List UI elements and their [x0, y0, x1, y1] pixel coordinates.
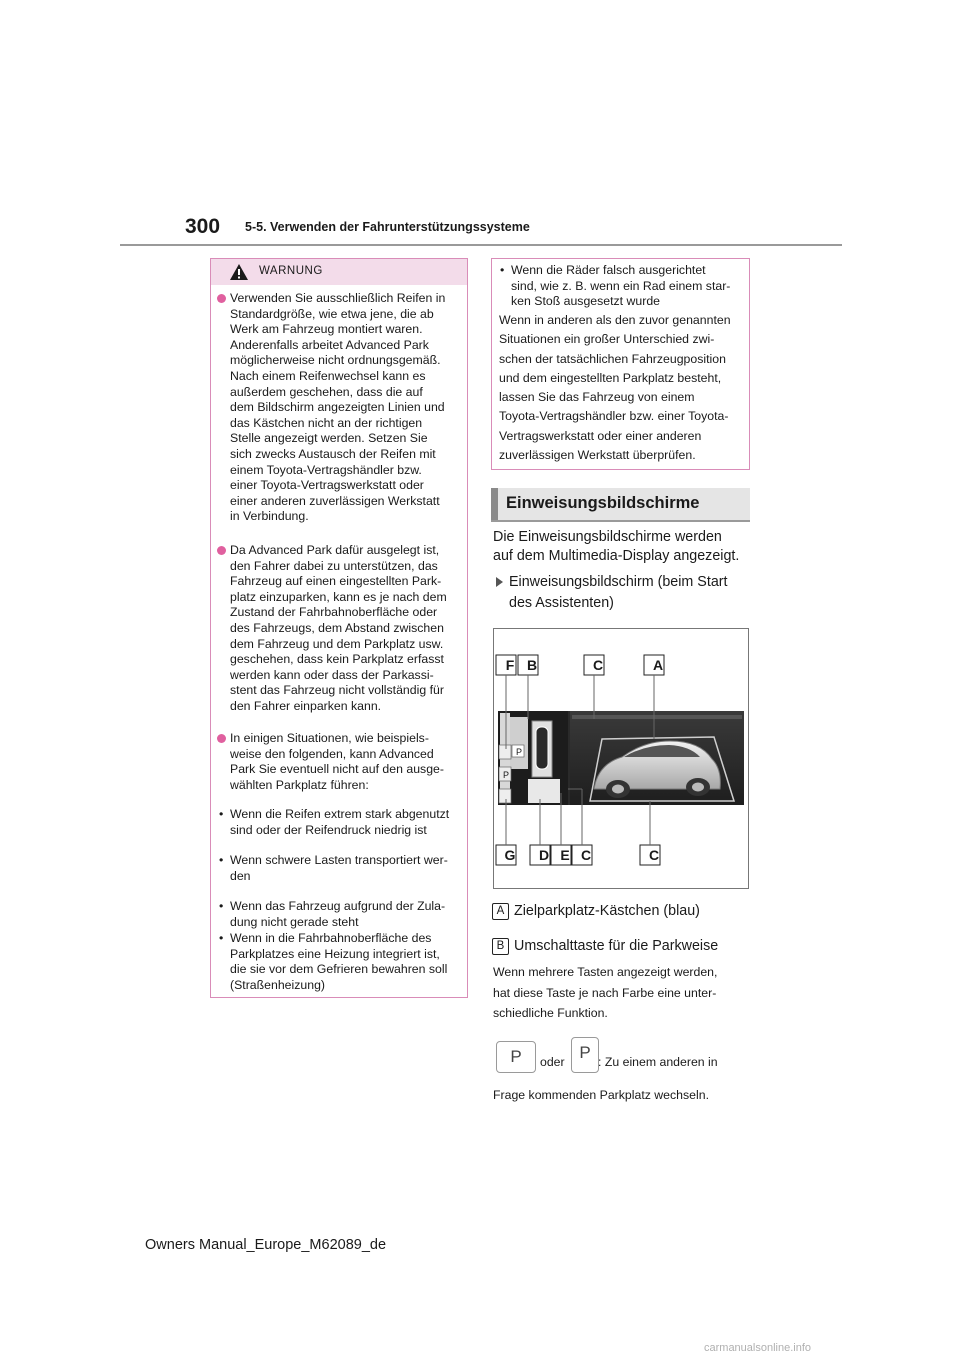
watermark: carmanualsonline.info: [704, 1342, 812, 1354]
section-intro: Die Einweisungsbildschirme werden auf dem Multimedia-Display angezeigt.: [493, 529, 740, 564]
legend-item-a: A Zielparkplatz-Kästchen (blau): [492, 902, 700, 920]
legend-item-b: B Umschalttaste für die Parkweise: [492, 937, 718, 955]
warning-title: WARNUNG: [259, 265, 323, 277]
label-F-text: F: [505, 657, 515, 673]
warning-header: [211, 259, 467, 285]
arrow-right-icon: [496, 577, 503, 587]
parking-p-icon: P: [515, 747, 522, 757]
parking-switch-desc: : Zu einem anderen in: [598, 1055, 718, 1069]
bullet-dot-icon: [217, 734, 226, 743]
label-D-text: D: [538, 847, 550, 863]
parking-p-icon: P: [502, 770, 509, 780]
legend-b-note: Wenn mehrere Tasten angezeigt werden, hat diese Taste je nach Farbe eine unter- schiedliche Funktion.: [493, 965, 718, 1020]
label-E-text: E: [560, 847, 570, 863]
warning-continuation-box: [491, 258, 750, 470]
warning-bullet: Da Advanced Park dafür ausgelegt ist, den Fahrer dabei zu unterstützen, das Fahrzeug auf einen eingestellten Park- platz einzuparken, kann es je nach dem Zustand der Fahrbahnoberfläche oder des Fahrzeugs, dem Abstand zwischen dem Fahrzeug und dem Parkplatz usw. geschehen, dass kein Parkplatz erfasst werden kann oder dass der Parkassi- stent das Fahrzeug nicht vollständig für den Fahrer einparken kann.: [217, 543, 457, 715]
warning-paragraph: Wenn in anderen als den zuvor genannten Situationen ein großer Unterschied zwi- schen der tatsächlichen Fahrzeugposition und dem eingestellten Parkplatz besteht, lassen Sie das Fahrzeug von einem Toyota-Vertragshändler bzw. einer Toyota- Vertragswerkstatt oder einer anderen zuverlässigen Werkstatt überprüfen.: [499, 313, 731, 463]
or-text: oder: [540, 1055, 565, 1069]
warning-subitem: • Wenn die Räder falsch ausgerichtet sind, wie z. B. wenn ein Rad einem star- ken Stoß ausgesetzt wurde: [500, 263, 731, 309]
warning-subitem: • Wenn das Fahrzeug aufgrund der Zula- dung nicht gerade steht: [219, 899, 446, 929]
label-B-text: B: [526, 657, 538, 673]
section-title: 5-5. Verwenden der Fahrunterstützungssysteme: [245, 220, 530, 234]
parking-switch-desc-2: Frage kommenden Parkplatz wechseln.: [493, 1088, 709, 1102]
document-name: Owners Manual_Europe_M62089_de: [145, 1237, 387, 1253]
label-G-text: G: [504, 847, 516, 863]
warning-bullet: In einigen Situationen, wie beispiels- weise den folgenden, kann Advanced Park Sie eventuell nicht auf den ausge- wählten Parkplatz führen:: [217, 731, 457, 793]
parking-p-right-icon: P: [571, 1037, 599, 1073]
warning-triangle-icon: [229, 263, 249, 281]
bullet-dot-icon: [217, 546, 226, 555]
warning-box: [210, 258, 468, 998]
page-number: 300: [185, 215, 221, 238]
bullet-dot-icon: [217, 294, 226, 303]
parking-p-left-icon: P: [496, 1041, 536, 1073]
label-C-text: C: [648, 847, 660, 863]
guidance-screen-figure: [493, 628, 749, 889]
warning-subitem: • Wenn in die Fahrbahnoberfläche des Parkplatzes eine Heizung integriert ist, die sie vor dem Gefrieren bewahren soll (Straßenheizung): [219, 931, 448, 992]
warning-subitem: • Wenn schwere Lasten transportiert wer- den: [219, 853, 448, 883]
arrow-item: Einweisungsbildschirm (beim Start des Assistenten): [493, 572, 753, 614]
label-C-text: C: [592, 657, 604, 673]
warning-subitem: • Wenn die Reifen extrem stark abgenutzt sind oder der Reifendruck niedrig ist: [219, 807, 450, 837]
header-divider: [120, 244, 842, 246]
label-C-text: C: [580, 847, 592, 863]
warning-bullet: Verwenden Sie ausschließlich Reifen in Standardgröße, wie etwa jene, die ab Werk am Fahrzeug montiert waren. Anderenfalls arbeitet Advanced Park möglicherweise nicht ordnungsgemäß. Nach einem Reifenwechsel kann es außerdem geschehen, dass die auf dem Bildschirm angezeigten Linien und das Kästchen nicht an der richtigen Stelle angezeigt werden. Setzen Sie sich zwecks Austausch der Reifen mit einem Toyota-Vertragshändler bzw. einer Toyota-Vertragswerkstatt oder einer anderen zuverlässigen Werkstatt in Verbindung.: [217, 291, 457, 525]
section-heading: Einweisungsbildschirme: [491, 488, 750, 522]
label-A-text: A: [652, 657, 664, 673]
